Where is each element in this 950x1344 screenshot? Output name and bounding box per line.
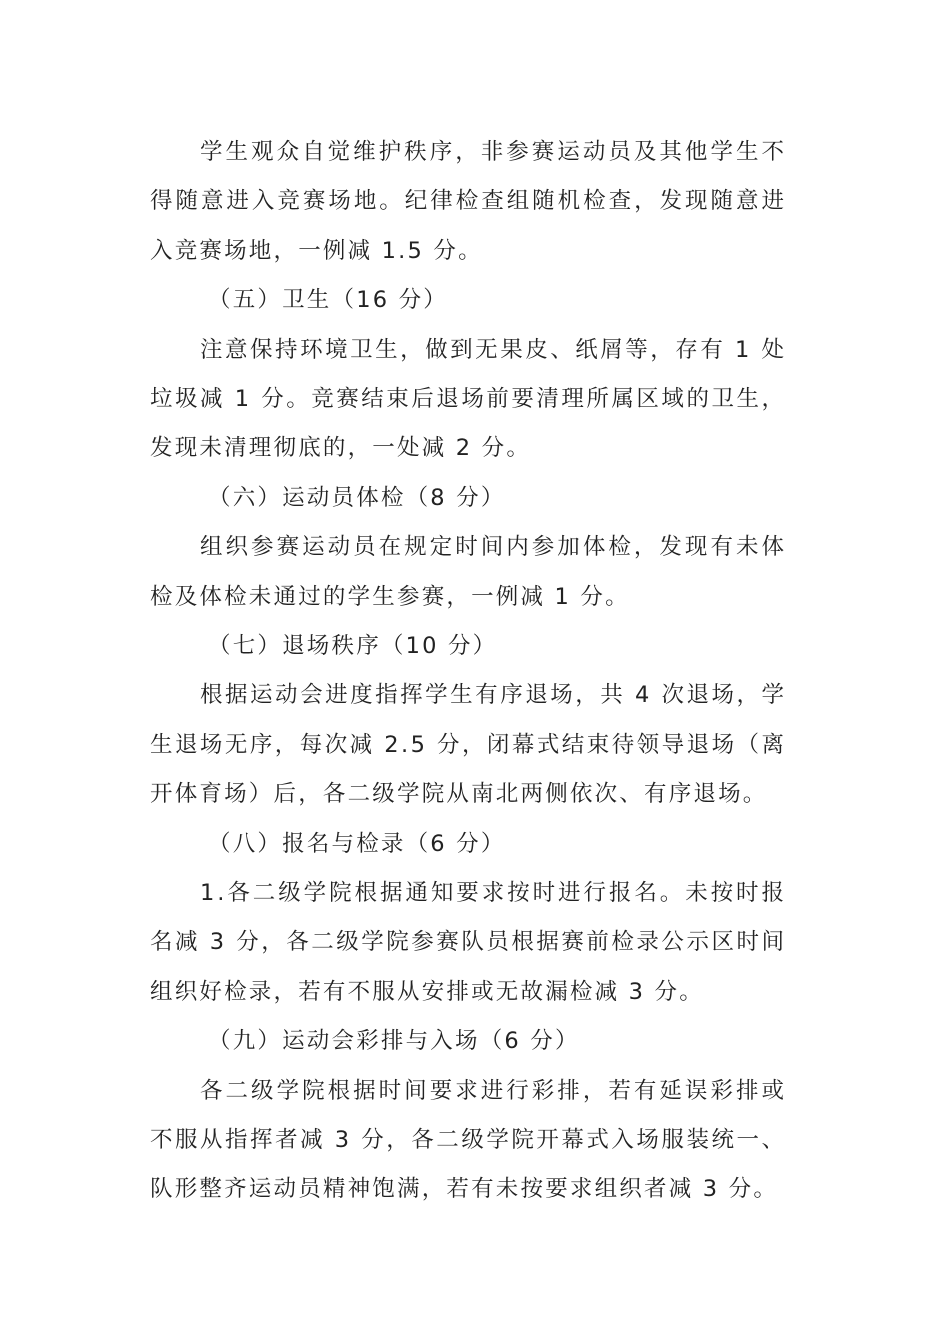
line-text: 组织参赛运动员在规定时间内参加体检，发现有未体 [200,534,788,560]
body-text-line [0,1120,950,1160]
body-text-line [0,527,950,567]
line-text: 各二级学院根据时间要求进行彩排，若有延误彩排或 [200,1078,788,1104]
line-text: 开体育场）后，各二级学院从南北两侧依次、有序退场。 [150,781,768,807]
section-heading [0,280,950,320]
heading-text: （九）运动会彩排与入场（6 分） [208,1028,580,1054]
line-text: 检及体检未通过的学生参赛，一例减 1 分。 [150,584,630,610]
line-text: 注意保持环境卫生，做到无果皮、纸屑等，存有 1 处 [200,337,787,363]
body-text-line [0,725,950,765]
heading-text: （五）卫生（16 分） [208,287,448,313]
body-text-line [0,231,950,271]
body-text-line [0,1169,950,1209]
section-heading [0,478,950,518]
body-text-line [0,181,950,221]
body-text-line [0,577,950,617]
line-text: 1.各二级学院根据通知要求按时进行报名。未按时报 [200,880,787,906]
line-text: 得随意进入竞赛场地。纪律检查组随机检查，发现随意进 [150,188,787,214]
body-text-line [0,922,950,962]
section-heading [0,824,950,864]
body-text-line [0,1071,950,1111]
body-text-line [0,330,950,370]
line-text: 不服从指挥者减 3 分，各二级学院开幕式入场服装统一、 [150,1127,787,1153]
section-heading [0,1021,950,1061]
heading-text: （七）退场秩序（10 分） [208,633,498,659]
body-text-line [0,873,950,913]
body-text-line [0,379,950,419]
heading-text: （六）运动员体检（8 分） [208,485,506,511]
section-heading [0,626,950,666]
body-text-line [0,132,950,172]
line-text: 队形整齐运动员精神饱满，若有未按要求组织者减 3 分。 [150,1176,779,1202]
body-text-line [0,428,950,468]
line-text: 垃圾减 1 分。竞赛结束后退场前要清理所属区域的卫生， [150,386,787,412]
heading-text: （八）报名与检录（6 分） [208,831,506,857]
body-text-line [0,774,950,814]
line-text: 根据运动会进度指挥学生有序退场，共 4 次退场，学 [200,682,787,708]
body-text-line [0,972,950,1012]
body-text-line [0,675,950,715]
line-text: 入竞赛场地，一例减 1.5 分。 [150,238,483,264]
line-text: 学生观众自觉维护秩序，非参赛运动员及其他学生不 [200,139,788,165]
line-text: 发现未清理彻底的，一处减 2 分。 [150,435,532,461]
line-text: 组织好检录，若有不服从安排或无故漏检减 3 分。 [150,979,704,1005]
line-text: 生退场无序，每次减 2.5 分，闭幕式结束待领导退场（离 [150,732,787,758]
line-text: 名减 3 分，各二级学院参赛队员根据赛前检录公示区时间 [150,929,787,955]
